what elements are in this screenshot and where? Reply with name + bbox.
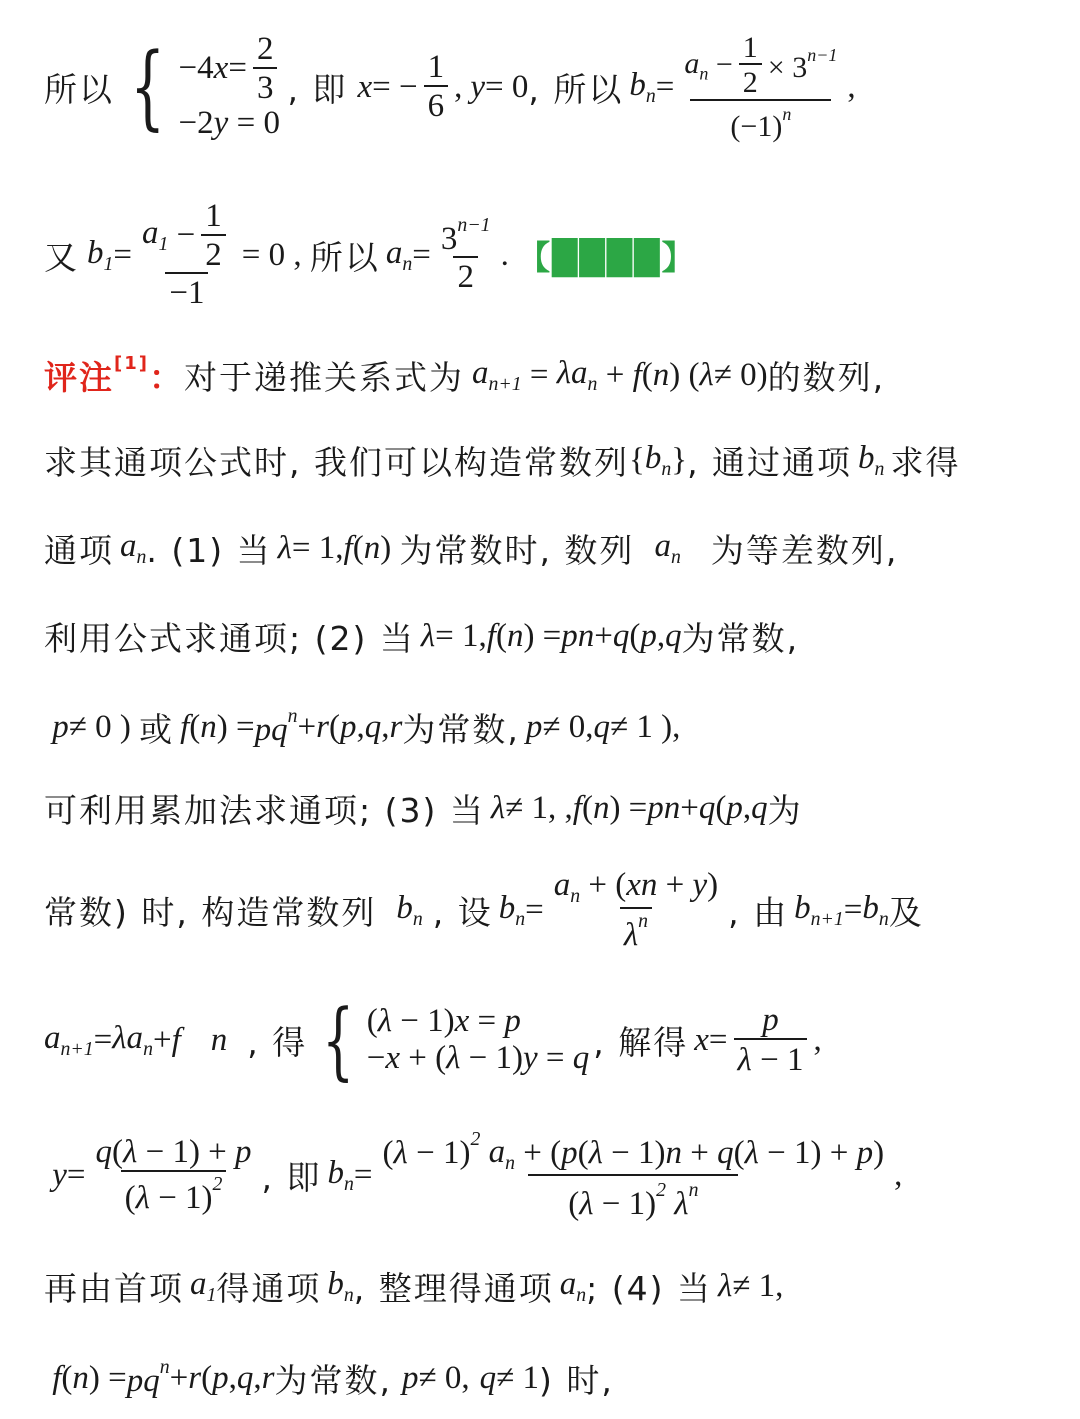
line-9: 常数) 时, 构造常数列 $b_n$ , 设 $b_n$ = $\frac{a_n + (xn + y)}{\lambda^n}$ , 由 $b_{n+1}$ = $b_n$ 及 [44,867,924,953]
text: , 整理得通项 [353,1268,554,1308]
equation-system: { −4 x = $\frac{2}{3}$ −2y = 0 [130,30,280,142]
text: 再由首项 [44,1268,184,1308]
text: 的数列, [767,357,886,397]
line-13: f ( n ) = $pq^n$ + r ( p , q , r 为常数, p ≠ 0, q ≠ 1 ) 时, [44,1356,614,1400]
line-12: 再由首项 $a_1$ 得通项 $b_n$ , 整理得通项 $a_n$ ; (4) 当 λ ≠ 1, [44,1256,1056,1316]
text: 及 [888,892,924,932]
line-3: 评注 [1] ： 对于递推关系式为 $a_{n+1}$ = $\lambda a_n$ + f ( n ) ( λ ≠ 0) 的数列, [44,353,886,397]
text: , 解得 [593,1022,689,1062]
line-5: 通项 $a_n$ . (1) 当 λ = 1, f ( n ) 为常数时, 数列 $a_n$ 为等差数列, [44,518,1056,578]
text: 利用公式求通项; (2) 当 [44,618,415,658]
text: 求得 [890,442,961,482]
line-10: $a_{n+1}$ = $\lambda a_n$ + f n , 得 { (λ − 1)x = p −x + (λ − 1)y = q , 解得 x = $\frac{p}{\lambda - 1}$ , [44,991,822,1089]
text: 为常数, [402,709,520,749]
line-11: y = $\frac{q(\lambda - 1) + p}{(\lambda - 1)^2}$ , 即 $b_n$ = $\frac{(\lambda - 1)^2 a_n + (p(\lambda - 1)n + q(\lambda - 1) + p)}{(\lambda - 1)^2 \lambda^n}$ , [44,1127,903,1222]
remark-ref: [1] [114,353,149,374]
line-6: 利用公式求通项; (2) 当 λ = 1, f ( n ) = pn + q ( p , q 为常数, [44,606,1056,666]
text: . (1) 当 [146,530,272,570]
text: 为常数时, 数列 [399,530,635,570]
text: 又 [44,237,79,277]
text: 求其通项公式时, 我们可以构造常数列 [44,442,629,482]
text: 为等差数列, [710,530,899,570]
remark-colon: ： [148,357,184,397]
text: , 所以 [528,69,624,109]
text: , 即 [261,1157,322,1197]
text: 所以 [309,237,380,277]
line-4: 求其通项公式时, 我们可以构造常数列 { $b_n$ } , 通过通项 $b_n$ 求得 [44,430,1056,490]
text: 常数) 时, 构造常数列 [44,892,377,932]
text: 或 [139,709,175,749]
text: 通项 [44,530,114,570]
text: 所以 [44,69,114,109]
text: 可利用累加法求通项; (3) 当 [44,790,485,830]
text: , 由 [728,892,789,932]
text: ) 时, [538,1360,614,1400]
remark-label: 评注 [44,357,114,397]
text: , 得 [247,1022,308,1062]
text: 得通项 [216,1268,322,1308]
text: 为常数, [274,1360,392,1400]
equation-system: { (λ − 1)x = p −x + (λ − 1)y = q [322,991,590,1089]
text: , 设 [432,892,493,932]
line-2: 又 $b_1$ = $a_1$ − $\frac{1}{2}$ −1 = 0 , 所以 $a_n$ = $\frac{3^{n-1}}{2}$ . 【████】 [44,198,697,312]
line-7: p ≠ 0 ) 或 f ( n ) = $pq^n$ + r ( p , q , r 为常数, p ≠ 0, q ≠ 1 ), [44,705,681,749]
line-8: 可利用累加法求通项; (3) 当 λ ≠ 1, , f ( n ) = pn + q ( p , q 为 [44,778,1056,838]
line-1: 所以 { −4 x = $\frac{2}{3}$ −2y = 0 , 即 x = − $\frac{1}{6}$ , y = 0 , 所以 $b_n$ = $a_n$ − $\frac{1}{2}$ × $3^{n-1}$ $(-1)^n$ , [44,30,856,143]
text: , 即 [287,69,348,109]
text: 为 [767,790,803,830]
text: ; (4) 当 [586,1268,712,1308]
source-tag: 【████】 [517,237,697,277]
text: , 通过通项 [687,442,853,482]
text: 为常数, [681,618,800,658]
text: 对于递推关系式为 [183,357,464,397]
